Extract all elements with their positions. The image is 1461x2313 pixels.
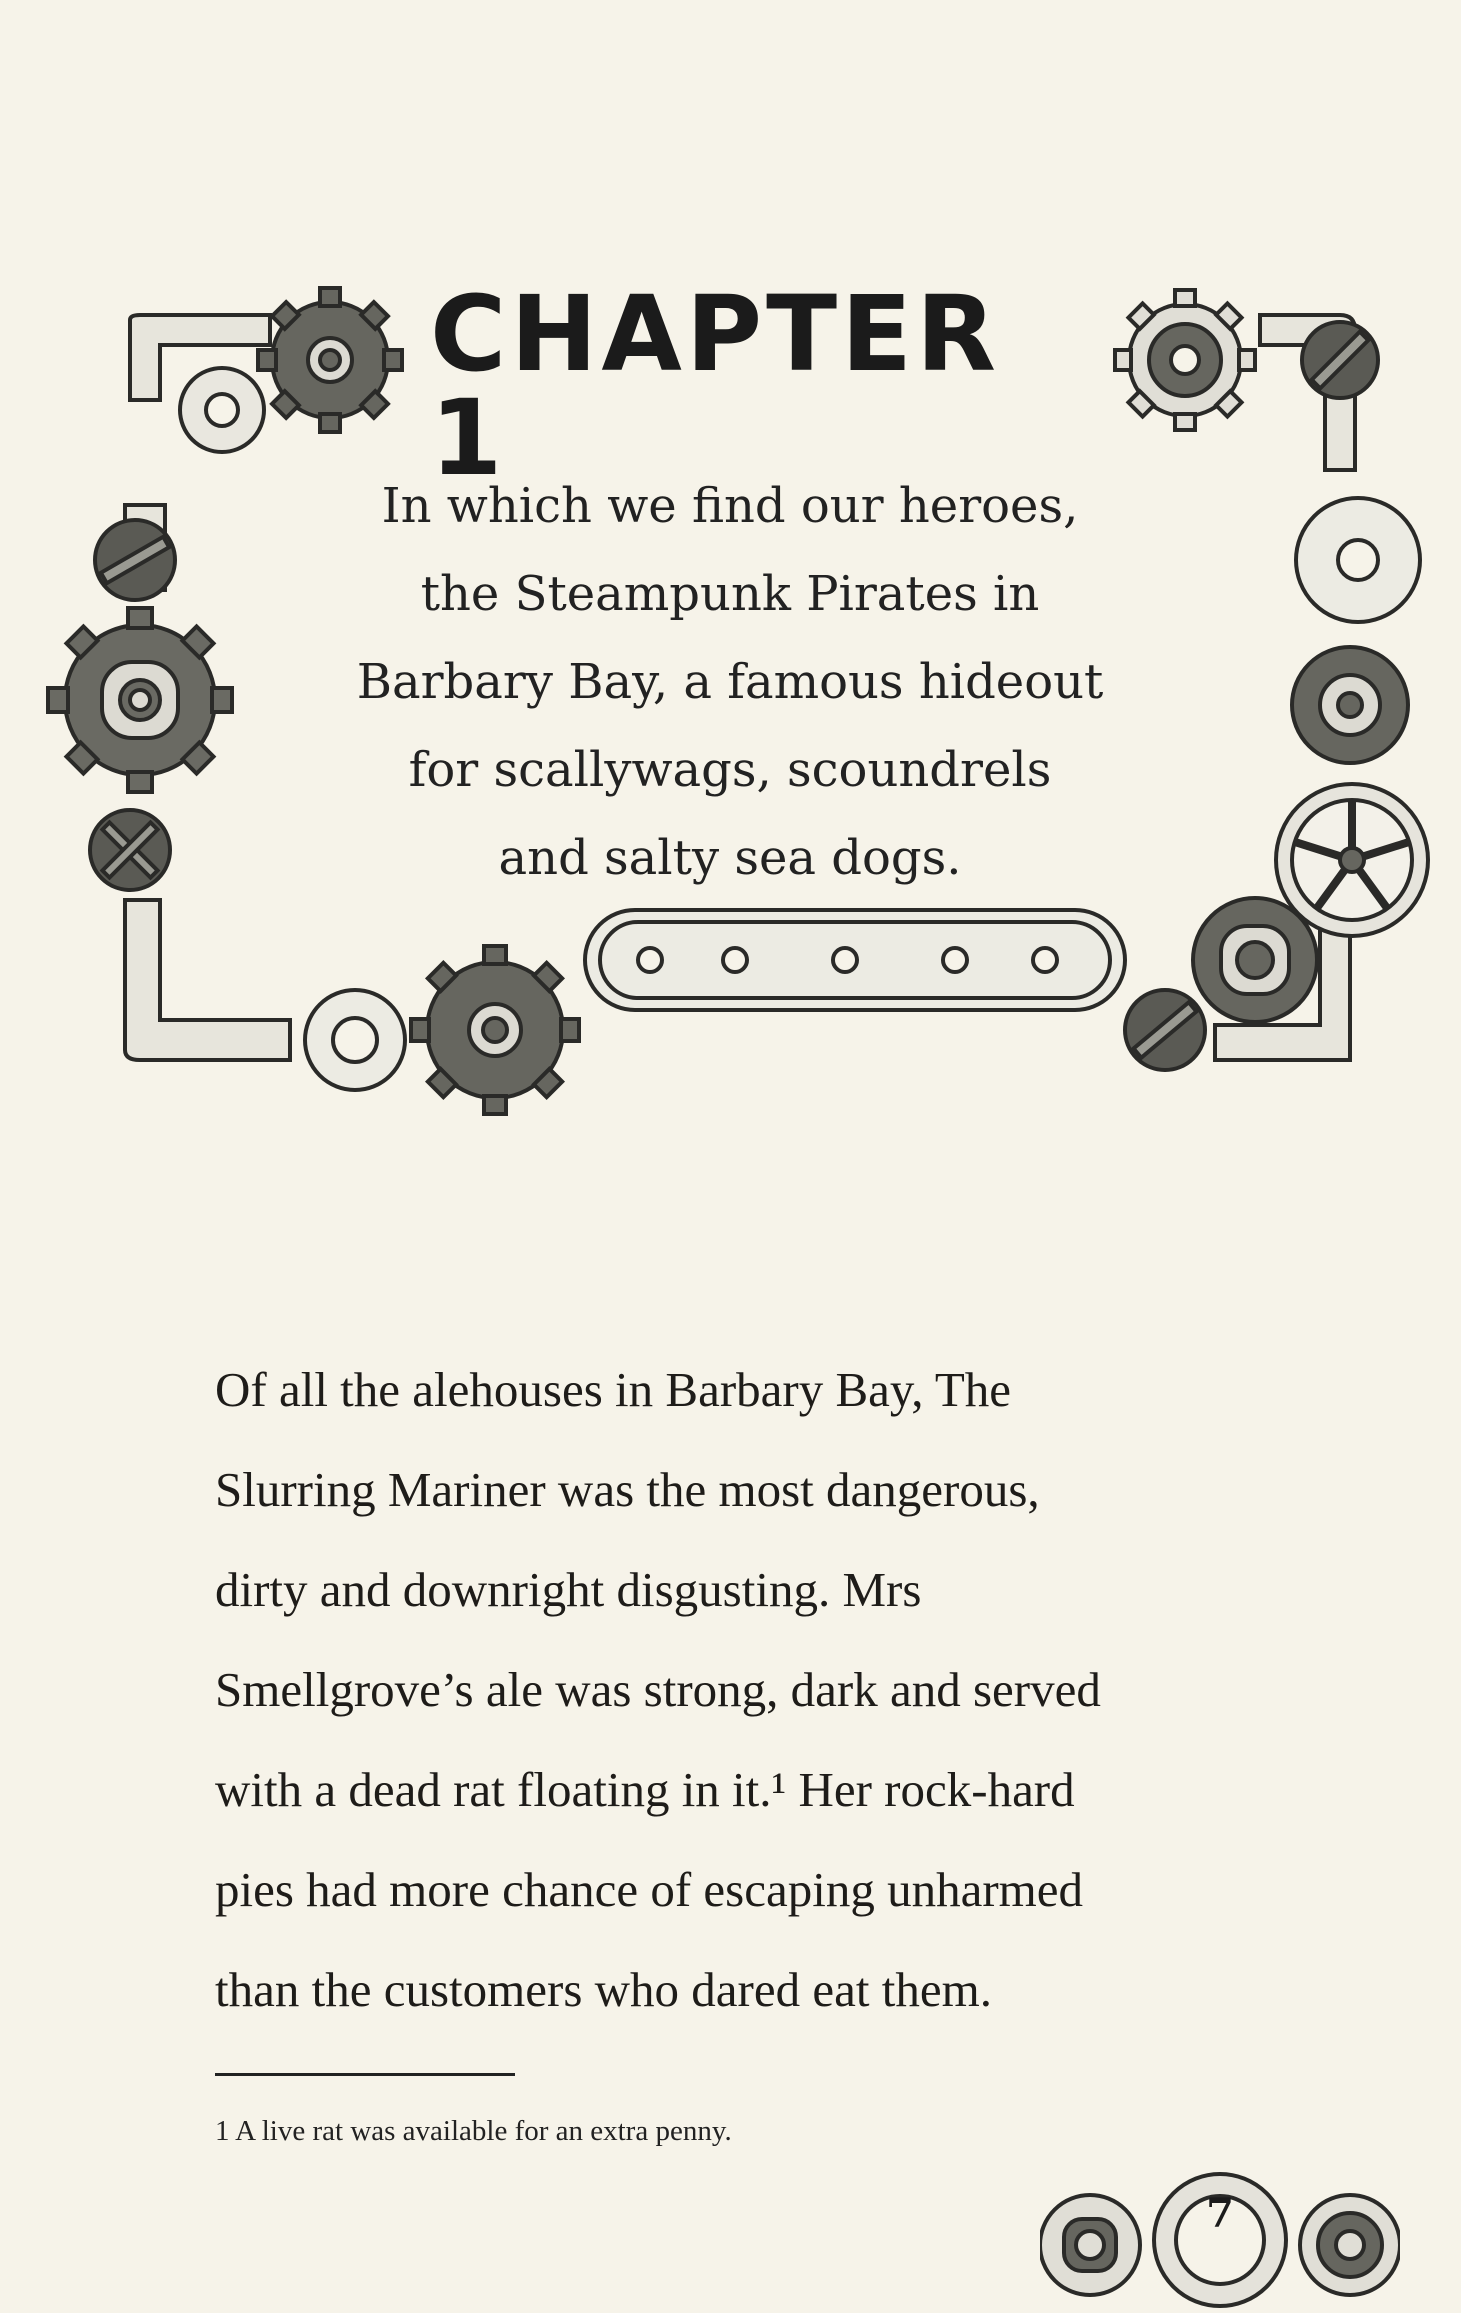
footnote-divider: [215, 2073, 515, 2076]
gear-icon: [180, 368, 264, 452]
body-line: Slurring Mariner was the most dangerous,: [215, 1462, 1040, 1517]
subtitle-line: for scallywags, scoundrels: [408, 742, 1052, 798]
subtitle-line: the Steampunk Pirates in: [420, 566, 1040, 622]
footnote: 1 A live rat was available for an extra penny.: [215, 2115, 732, 2147]
gear-icon: [258, 288, 402, 432]
screw-icon: [1302, 322, 1378, 398]
gear-icon: [1292, 647, 1408, 763]
subtitle-line: Barbary Bay, a famous hideout: [356, 654, 1104, 710]
page-number: 7: [1206, 2190, 1234, 2237]
gear-icon: [48, 608, 232, 792]
body-line: dirty and downright disgusting. Mrs: [215, 1562, 922, 1617]
gear-icon: [411, 946, 579, 1114]
gear-icon: [1276, 784, 1428, 936]
screw-icon: [1125, 990, 1205, 1070]
screw-icon: [90, 810, 170, 890]
body-line: with a dead rat floating in it.¹ Her rock-hard: [215, 1762, 1075, 1817]
subtitle-line: In which we find our heroes,: [381, 478, 1079, 534]
gear-icon: [1040, 2195, 1140, 2295]
gear-icon: [1300, 2195, 1400, 2295]
gear-icon: [305, 990, 405, 1090]
screw-icon: [95, 520, 175, 600]
gear-icon: [1115, 290, 1255, 430]
body-line: pies had more chance of escaping unharmed: [215, 1862, 1084, 1917]
chapter-title: CHAPTER 1: [430, 273, 1001, 499]
body-line: Of all the alehouses in Barbary Bay, The: [215, 1362, 1012, 1417]
body-line: Smellgrove’s ale was strong, dark and served: [215, 1662, 1101, 1717]
subtitle-line: and salty sea dogs.: [498, 830, 962, 886]
gear-icon: [1193, 898, 1317, 1022]
body-line: than the customers who dared eat them.: [215, 1962, 992, 2017]
body-paragraph: [215, 1340, 1305, 2040]
chapter-subtitle: [320, 462, 1140, 902]
gear-icon: [1296, 498, 1420, 622]
